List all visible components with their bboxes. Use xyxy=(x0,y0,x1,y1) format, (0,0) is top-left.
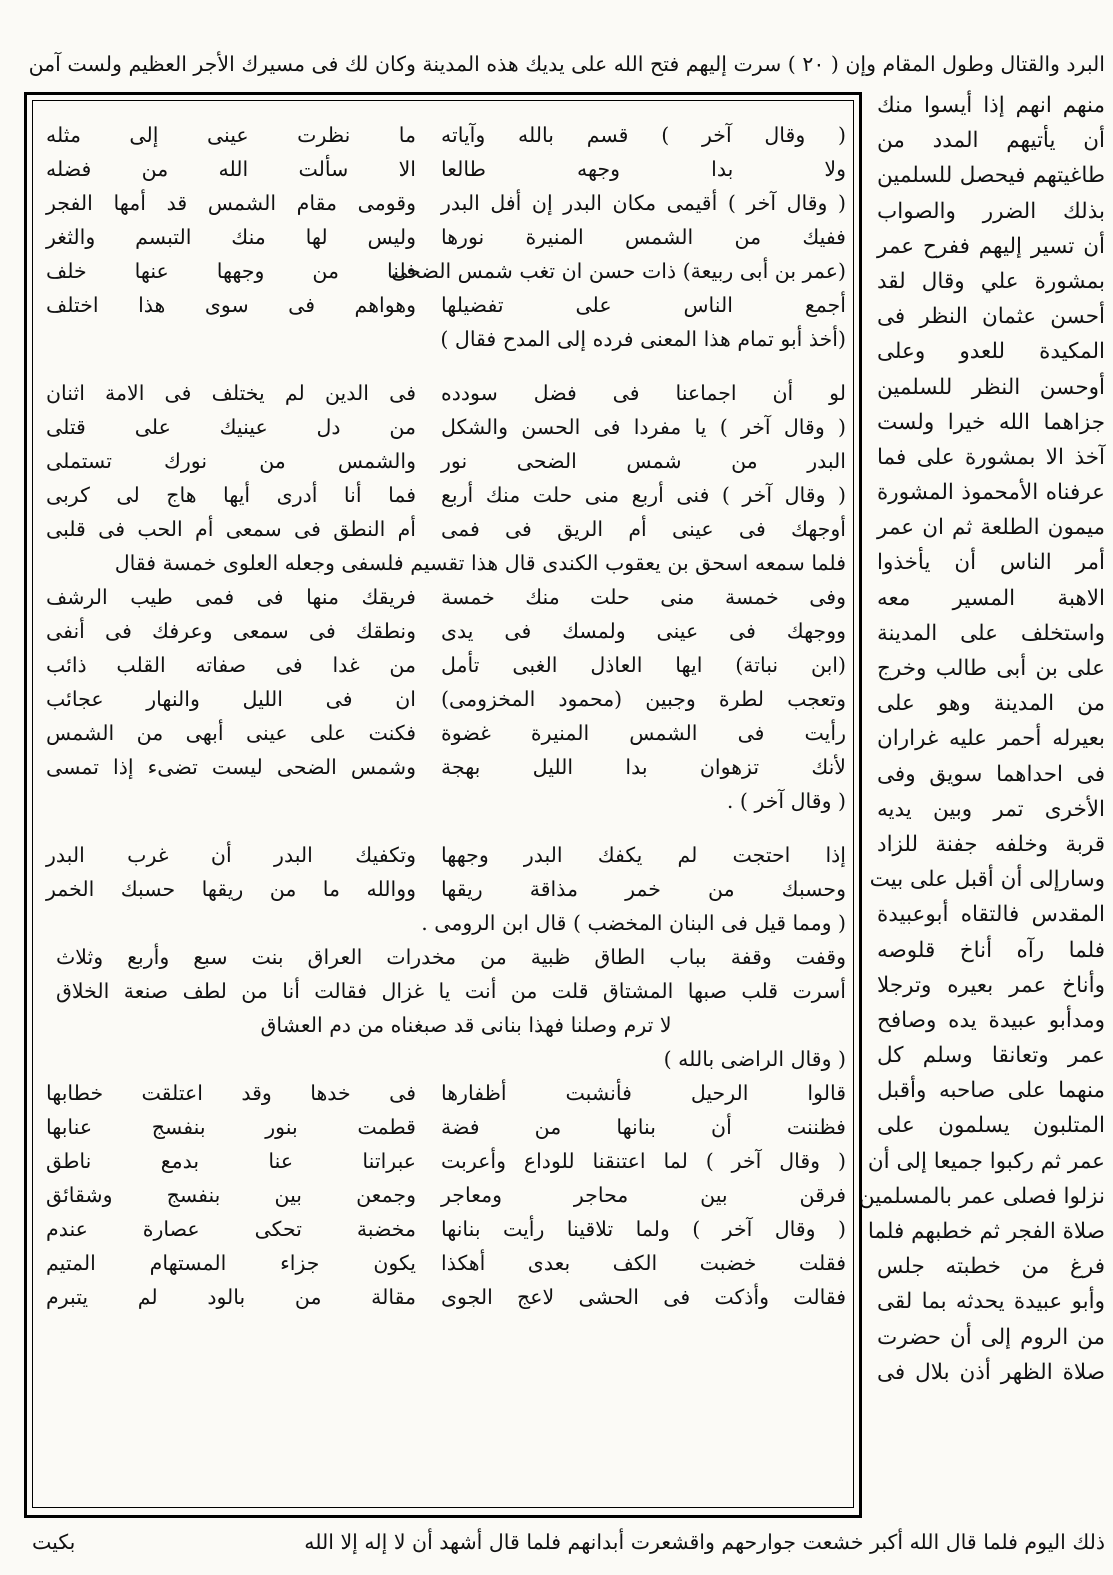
side-line: أن يأتيهم المدد من xyxy=(877,128,1105,154)
heading-line xyxy=(40,784,846,818)
verse-row xyxy=(40,186,846,220)
side-line: المقدس فالتقاه أبوعبيدة xyxy=(877,902,1105,928)
poem-line-wide xyxy=(40,940,846,974)
side-line: المتلبون يسلمون على xyxy=(877,1113,1105,1139)
hemistich-first: قالوا الرحيل فأنشبت أظفارها xyxy=(441,1081,846,1105)
hemistich-second: وتكفيك البدر أن غرب البدر xyxy=(46,843,416,867)
hemistich-first: ( وقال آخر ) لما اعتنقنا للوداع وأعربت xyxy=(441,1149,846,1173)
hemistich-first: ( وقال آخر ) قسم بالله وآياته xyxy=(441,123,846,147)
hemistich-second: يكون جزاء المستهام المتيم xyxy=(46,1251,416,1275)
side-line: الاهبة المسير معه xyxy=(877,585,1105,611)
verse-row xyxy=(40,220,846,254)
poem-line-wide xyxy=(40,974,846,1008)
heading-line xyxy=(40,1042,846,1076)
side-line: المكيدة للعدو وعلى xyxy=(877,339,1105,365)
verse-row xyxy=(40,682,846,716)
verse-row xyxy=(40,288,846,322)
hemistich-second: ما نظرت عينى إلى مثله xyxy=(46,123,416,147)
line-text: ( وقال الراضى بالله ) xyxy=(663,1047,846,1071)
verse-row xyxy=(40,716,846,750)
side-line: من الروم إلى أن حضرت xyxy=(877,1324,1105,1350)
spacer xyxy=(40,818,846,838)
line-text: فلما سمعه اسحق بن يعقوب الكندى قال هذا تقسيم فلسفى وجعله العلوى خمسة فقال xyxy=(114,551,846,575)
side-line: أحسن عثمان النظر فى xyxy=(877,304,1105,330)
hemistich-first: أوجهك فى عينى أم الريق فى فمى xyxy=(441,517,846,541)
hemistich-second: مخضبة تحكى عصارة عندم xyxy=(46,1217,416,1241)
hemistich-second: من دل عينيك على قتلى xyxy=(46,415,416,439)
verse-row xyxy=(40,614,846,648)
verse-row xyxy=(40,872,846,906)
side-line: جزاهما الله خيرا ولست xyxy=(877,409,1105,435)
verse-row xyxy=(40,444,846,478)
hemistich-second: وهواهم فى سوى هذا اختلف xyxy=(46,293,416,317)
verse-row xyxy=(40,838,846,872)
side-line: على بن أبى طالب وخرج xyxy=(877,656,1105,681)
side-line: طاغيتهم فيحصل للسلمين xyxy=(877,163,1105,189)
verse-row xyxy=(40,580,846,614)
hemistich-second: ان فى الليل والنهار عجائب xyxy=(46,687,416,711)
side-line: وأناخ عمر بعيره وترجلا xyxy=(877,972,1105,998)
hemistich-first: (ابن نباتة) ايها العاذل الغبى تأمل xyxy=(441,653,846,677)
verse-row xyxy=(40,1212,846,1246)
page-footer xyxy=(8,1522,1105,1562)
hemistich-second: ووالله ما من ريقها حسبك الخمر xyxy=(46,877,416,901)
heading-line xyxy=(40,906,846,940)
side-line: عمر ثم ركبوا جميعا إلى أن xyxy=(867,1148,1105,1174)
hemistich-second: والشمس من نورك تستملى xyxy=(46,449,416,473)
hemistich-first: وفى خمسة منى حلت منك خمسة xyxy=(441,585,846,609)
poem-line-wide xyxy=(40,1008,846,1042)
hemistich-first: ( وقال آخر ) يا مفردا فى الحسن والشكل xyxy=(441,415,846,439)
verse-row xyxy=(40,1076,846,1110)
verse-row xyxy=(40,410,846,444)
side-line: عرفناه الأمحموذ المشورة xyxy=(877,480,1105,506)
hemistich-first: البدر من شمس الضحى نور xyxy=(441,449,846,473)
line-text: وقفت وقفة بباب الطاق ظبية من مخدرات العراق بنت سبع وأربع وثلاث xyxy=(56,945,846,969)
hemistich-second: قطمت بنور بنفسج عنابها xyxy=(46,1115,416,1139)
side-line: فرغ من خطبته جلس xyxy=(877,1254,1105,1280)
hemistich-second: فما أنا أدرى أيها هاج لى كربى xyxy=(46,483,416,507)
side-line: عمر وتعانقا وسلم كل xyxy=(877,1043,1105,1069)
verse-row xyxy=(40,1178,846,1212)
side-line: بمشورة علي وقال لقد xyxy=(877,268,1105,294)
side-line: قربة وخلفه جفنة للزاد xyxy=(877,831,1105,857)
side-line: أن تسير إليهم ففرح عمر xyxy=(877,233,1105,259)
hemistich-first: فقلت خضبت الكف بعدى أهكذا xyxy=(441,1251,846,1275)
hemistich-second: وشمس الضحى ليست تضىء إذا تمسى xyxy=(46,755,416,779)
verse-row xyxy=(40,648,846,682)
hemistich-first: رأيت فى الشمس المنيرة غضوة xyxy=(441,721,846,745)
hemistich-second: ونطقك فى سمعى وعرفك فى أنفى xyxy=(46,619,416,643)
verse-row xyxy=(40,750,846,784)
hemistich-first: فرقن بين محاجر ومعاجر xyxy=(441,1183,846,1207)
verse-row xyxy=(40,1246,846,1280)
hemistich-first: ( وقال آخر ) أقيمى مكان البدر إن أفل البدر xyxy=(441,191,846,215)
verse-row xyxy=(40,478,846,512)
side-line: صلاة الفجر ثم خطبهم فلما xyxy=(867,1219,1105,1244)
hemistich-first: فقالت وأذكت فى الحشى لاعج الجوى xyxy=(441,1285,846,1309)
side-line: الأخرى تمر وبين يديه xyxy=(877,796,1105,822)
hemistich-first: ( وقال آخر ) فنى أربع منى حلت منك أربع xyxy=(441,483,846,507)
line-text: ( ومما قيل فى البنان المخضب ) قال ابن الرومى . xyxy=(421,911,846,935)
spacer xyxy=(40,356,846,376)
side-line: منهما على صاحبه وأقبل xyxy=(877,1078,1105,1104)
hemistich-second: فلنا من وجهها عنها خلف xyxy=(46,259,416,283)
side-line: أوحسن النظر للسلمين xyxy=(877,374,1105,400)
hemistich-first: لأنك تزهوان بدا الليل بهجة xyxy=(441,755,846,779)
hemistich-second: أم النطق فى سمعى أم الحب فى قلبى xyxy=(46,517,416,541)
hemistich-second: فى خدها وقد اعتلقت خطابها xyxy=(46,1081,416,1105)
side-line: صلاة الظهر أذن بلال فى xyxy=(877,1359,1105,1385)
side-line: منهم انهم إذا أيسوا منك xyxy=(877,93,1105,118)
heading-line xyxy=(40,546,846,580)
side-line: فلما رآه أناخ قلوصه xyxy=(877,937,1105,963)
side-line: بعيرله أحمر عليه غراران xyxy=(877,726,1105,752)
header-text: البرد والقتال وطول المقام وإن ( ٢٠ ) سرت إليهم فتح الله على يديك هذه المدينة وكان لك فى مسيرك الأجر العظيم ولست آمن xyxy=(28,52,1105,76)
hemistich-first: ولا بدا وجهه طالعا xyxy=(441,157,846,181)
line-text: لا ترم وصلنا فهذا بنانى قد صبغناه من دم العشاق xyxy=(260,1013,672,1037)
hemistich-first: إذا احتجت لم يكفك البدر وجهها xyxy=(441,843,846,867)
hemistich-second: فكنت على عينى أبهى من الشمس xyxy=(46,721,416,745)
hemistich-second: عبراتنا عنا بدمع ناطق xyxy=(46,1149,416,1173)
verse-row xyxy=(40,152,846,186)
hemistich-second: فى الدين لم يختلف فى الامة اثنان xyxy=(46,381,416,405)
side-line: فى احداهما سويق وفى xyxy=(877,761,1105,787)
hemistich-first: (عمر بن أبى ربيعة) ذات حسن ان تغب شمس الضحى xyxy=(391,259,846,283)
side-line: وأبو عبيدة يحدثه بما لقى xyxy=(877,1289,1105,1315)
side-line: واستخلف على المدينة xyxy=(877,620,1105,646)
side-line: آخذ الا بمشورة على فما xyxy=(877,444,1105,470)
side-line: من المدينة وهو على xyxy=(877,691,1105,717)
side-column xyxy=(858,88,1105,1518)
running-header xyxy=(8,44,1105,84)
footer-text: ذلك اليوم فلما قال الله أكبر خشعت جوارحهم واقشعرت أبدانهم فلما قال أشهد أن لا إله إلا الله xyxy=(304,1530,1105,1554)
side-line: ومدأبو عبيدة يده وصافح xyxy=(877,1007,1105,1033)
line-text: ( وقال آخر ) . xyxy=(726,789,846,813)
verse-row xyxy=(40,376,846,410)
hemistich-second: وجمعن بين بنفسج وشقائق xyxy=(46,1183,416,1207)
hemistich-second: الا سألت الله من فضله xyxy=(46,157,416,181)
side-line: أمر الناس أن يأخذوا xyxy=(877,550,1105,576)
side-line: وسارإلى أن أقبل على بيت xyxy=(869,867,1105,893)
hemistich-first: ووجهك فى عينى ولمسك فى يدى xyxy=(441,619,846,643)
verse-row xyxy=(40,1110,846,1144)
hemistich-first: وتعجب لطرة وجبين (محمود المخزومى) xyxy=(441,687,846,711)
hemistich-second: فريقك منها فى فمى طيب الرشف xyxy=(46,585,416,609)
hemistich-second: وليس لها منك التبسم والثغر xyxy=(46,225,416,249)
hemistich-second: مقالة من بالود لم يتبرم xyxy=(46,1285,416,1309)
line-text: أسرت قلب صبها المشتاق قلت من أنت يا غزال فقالت أنا من لطف صنعة الخلاق xyxy=(56,979,846,1003)
hemistich-first: فظننت أن بنانها من فضة xyxy=(441,1115,846,1139)
verse-row xyxy=(40,1144,846,1178)
hemistich-first: ففيك من الشمس المنيرة نورها xyxy=(441,225,846,249)
side-line: ميمون الطلعة ثم ان عمر xyxy=(877,515,1105,541)
main-column xyxy=(40,118,846,1314)
hemistich-second: من غدا فى صفاته القلب ذائب xyxy=(46,653,416,677)
hemistich-first: ( وقال آخر ) ولما تلاقينا رأيت بنانها xyxy=(441,1217,846,1241)
verse-row xyxy=(40,118,846,152)
hemistich-first: لو أن اجماعنا فى فضل سودده xyxy=(441,381,846,405)
side-line: بذلك الضرر والصواب xyxy=(877,198,1105,224)
hemistich-first: أجمع الناس على تفضيلها xyxy=(441,293,846,317)
verse-row xyxy=(40,512,846,546)
hemistich-second: وقومى مقام الشمس قد أمها الفجر xyxy=(46,191,416,215)
heading-line xyxy=(40,322,846,356)
side-line: نزلوا فصلى عمر بالمسلمين xyxy=(858,1183,1105,1209)
verse-row xyxy=(40,254,846,288)
verse-row xyxy=(40,1280,846,1314)
catchword: بكيت xyxy=(32,1530,76,1554)
line-text: (أخذ أبو تمام هذا المعنى فرده إلى المدح فقال ) xyxy=(440,327,846,351)
hemistich-first: وحسبك من خمر مذاقة ريقها xyxy=(441,877,846,901)
